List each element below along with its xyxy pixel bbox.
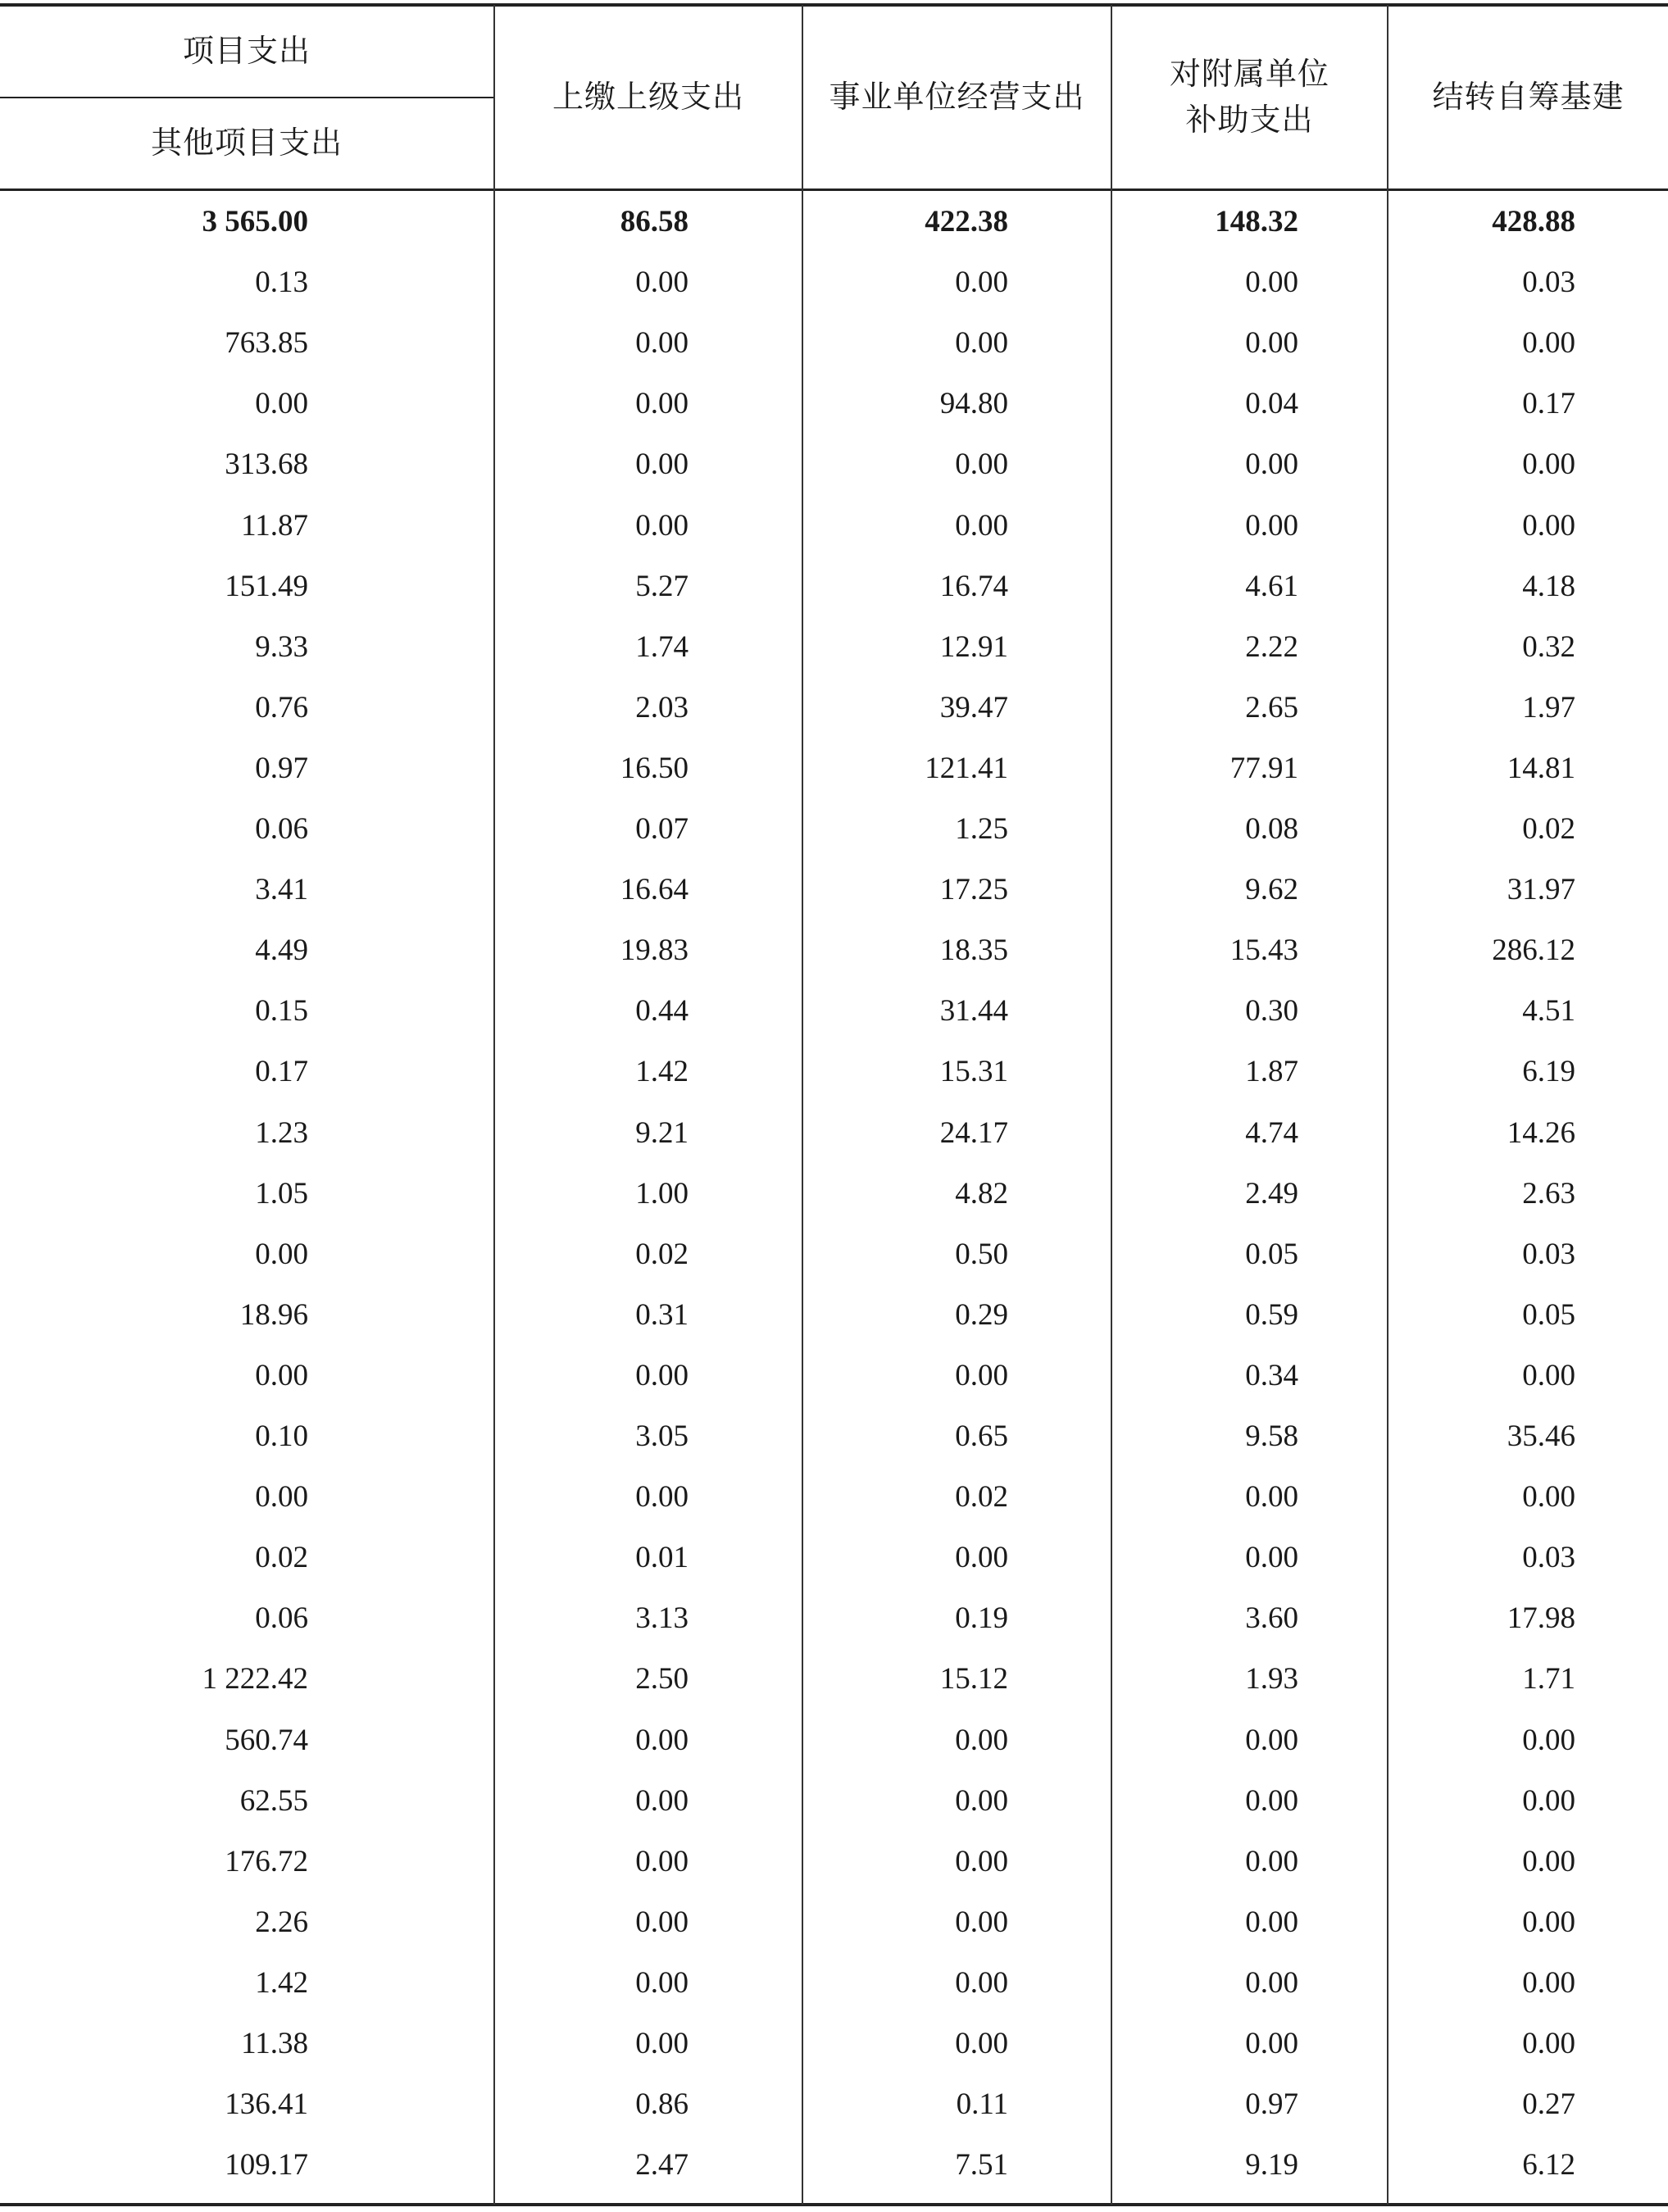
- table-cell: 121.41: [925, 751, 1008, 785]
- table-cell: 0.00: [955, 326, 1008, 361]
- table-cell: 151.49: [225, 569, 308, 603]
- table-row: [0, 1467, 1668, 1528]
- table-cell: 0.00: [1522, 1480, 1575, 1515]
- table-cell: 2.65: [1245, 690, 1298, 724]
- table-cell: 39.47: [939, 690, 1008, 724]
- table-cell: 14.81: [1507, 751, 1575, 785]
- table-cell: 0.00: [955, 1905, 1008, 1939]
- table-cell: 0.15: [255, 994, 308, 1029]
- table-cell: 0.00: [1522, 1723, 1575, 1757]
- table-cell: 0.00: [955, 1358, 1008, 1392]
- table-cell: 0.00: [955, 1965, 1008, 2000]
- header-business-operation-expenditure: 事业单位经营支出: [829, 80, 1085, 115]
- table-cell: 0.02: [955, 1480, 1008, 1515]
- table-row: [0, 1953, 1668, 2014]
- table-cell: 0.00: [1245, 508, 1298, 543]
- table-cell: 0.05: [1245, 1237, 1298, 1271]
- table-cell: 31.97: [1507, 873, 1575, 907]
- table-cell: 0.00: [1522, 1965, 1575, 2000]
- table-row: [0, 860, 1668, 920]
- table-cell: 16.50: [620, 751, 689, 785]
- table-row: [0, 1042, 1668, 1102]
- table-row: [0, 1346, 1668, 1406]
- table-cell: 0.03: [1522, 266, 1575, 300]
- table-cell: 18.35: [939, 933, 1008, 968]
- table-cell: 560.74: [225, 1723, 308, 1757]
- table-cell: 0.00: [1522, 326, 1575, 361]
- table-cell: 313.68: [225, 447, 308, 482]
- table-row: [0, 738, 1668, 799]
- header-remit-to-superior: 上缴上级支出: [552, 80, 744, 115]
- header-subsidy-line2: 补助支出: [1185, 103, 1314, 138]
- table-cell: 428.88: [1492, 205, 1575, 238]
- table-cell: 0.44: [635, 994, 689, 1029]
- table-cell: 14.26: [1507, 1115, 1575, 1150]
- table-cell: 24.17: [939, 1115, 1008, 1150]
- table-cell: 0.00: [955, 2027, 1008, 2060]
- table-cell: 0.08: [1245, 812, 1298, 846]
- table-cell: 763.85: [225, 326, 308, 361]
- table-cell: 0.00: [635, 1965, 689, 2000]
- table-row: [0, 252, 1668, 313]
- table-row: [0, 1164, 1668, 1224]
- table-cell: 2.49: [1245, 1176, 1298, 1210]
- table-cell: 0.97: [255, 751, 308, 785]
- table-cell: 0.19: [955, 1601, 1008, 1636]
- table-row: [0, 1224, 1668, 1285]
- table-cell: 1.71: [1522, 1662, 1575, 1696]
- table-cell: 0.00: [1245, 1541, 1298, 1575]
- table-cell: 1.25: [955, 812, 1008, 846]
- table-cell: 0.00: [1522, 1358, 1575, 1392]
- table-cell: 0.00: [255, 1237, 308, 1271]
- table-cell: 0.00: [635, 387, 689, 421]
- table-cell: 0.00: [635, 2027, 689, 2060]
- table-cell: 0.02: [635, 1237, 689, 1271]
- table-cell: 7.51: [955, 2148, 1008, 2182]
- table-cell: 1.87: [1245, 1055, 1298, 1089]
- table-cell: 0.13: [255, 266, 308, 300]
- table-cell: 0.00: [955, 1783, 1008, 1818]
- table-row: [0, 1406, 1668, 1467]
- table-row: [0, 1588, 1668, 1649]
- table-row: [0, 920, 1668, 981]
- table-cell: 9.62: [1245, 873, 1298, 907]
- table-cell: 5.27: [635, 569, 689, 603]
- table-cell: 1 222.42: [202, 1662, 308, 1696]
- table-cell: 0.00: [1245, 1480, 1298, 1515]
- table-cell: 17.25: [939, 873, 1008, 907]
- table-cell: 31.44: [939, 994, 1008, 1029]
- table-cell: 0.30: [1245, 994, 1298, 1029]
- table-cell: 0.11: [956, 2087, 1008, 2122]
- table-cell: 0.00: [1245, 326, 1298, 361]
- header-carryover-self-funded-construction: 结转自筹基建: [1432, 80, 1625, 115]
- table-row: [0, 2135, 1668, 2196]
- table-cell: 0.00: [255, 387, 308, 421]
- table-cell: 0.17: [255, 1055, 308, 1089]
- total-row: [0, 192, 1668, 252]
- table-cell: 2.50: [635, 1662, 689, 1696]
- table-cell: 9.33: [255, 629, 308, 664]
- table-cell: 0.00: [955, 447, 1008, 482]
- table-cell: 0.00: [955, 1844, 1008, 1878]
- table-cell: 1.42: [635, 1055, 689, 1089]
- table-cell: 0.00: [1522, 447, 1575, 482]
- table-cell: 15.31: [939, 1055, 1008, 1089]
- table-cell: 2.47: [635, 2148, 689, 2182]
- table-row: [0, 2074, 1668, 2135]
- table-cell: 19.83: [620, 933, 689, 968]
- table-cell: 0.00: [955, 1723, 1008, 1757]
- table-cell: 9.21: [635, 1115, 689, 1150]
- table-cell: 1.93: [1245, 1662, 1298, 1696]
- table-row: [0, 1771, 1668, 1832]
- table-cell: 0.97: [1245, 2087, 1298, 2122]
- table-row: [0, 799, 1668, 860]
- header-project-expenditure: 项目支出: [182, 34, 311, 69]
- table-row: [0, 617, 1668, 678]
- table-cell: 3.05: [635, 1419, 689, 1453]
- table-cell: 0.00: [1522, 508, 1575, 543]
- table-cell: 0.05: [1522, 1297, 1575, 1332]
- bottom-rule: [0, 2203, 1668, 2206]
- table-cell: 0.00: [1245, 1844, 1298, 1878]
- table-cell: 0.00: [635, 326, 689, 361]
- table-cell: 3 565.00: [202, 205, 308, 238]
- table-cell: 0.00: [1245, 447, 1298, 482]
- table-cell: 0.04: [1245, 387, 1298, 421]
- table-row: [0, 1528, 1668, 1588]
- table-cell: 1.97: [1522, 690, 1575, 724]
- table-row: [0, 1710, 1668, 1771]
- table-cell: 94.80: [939, 387, 1008, 421]
- table-cell: 16.64: [620, 873, 689, 907]
- table-cell: 0.00: [1245, 1723, 1298, 1757]
- table-cell: 4.18: [1522, 569, 1575, 603]
- table-cell: 2.22: [1245, 629, 1298, 664]
- table-cell: 2.03: [635, 690, 689, 724]
- table-cell: 0.02: [255, 1541, 308, 1575]
- table-cell: 0.03: [1522, 1237, 1575, 1271]
- table-cell: 422.38: [925, 205, 1008, 238]
- table-cell: 4.61: [1245, 569, 1298, 603]
- table-cell: 4.49: [255, 933, 308, 968]
- table-cell: 0.03: [1522, 1541, 1575, 1575]
- table-row: [0, 556, 1668, 617]
- table-cell: 15.12: [939, 1662, 1008, 1696]
- table-cell: 0.00: [635, 1723, 689, 1757]
- table-cell: 0.50: [955, 1237, 1008, 1271]
- table-row: [0, 496, 1668, 556]
- table-row: [0, 313, 1668, 374]
- table-cell: 1.05: [255, 1176, 308, 1210]
- table-cell: 62.55: [239, 1783, 308, 1818]
- table-cell: 16.74: [939, 569, 1008, 603]
- table-cell: 9.19: [1245, 2148, 1298, 2182]
- table-row: [0, 981, 1668, 1042]
- table-cell: 0.06: [255, 812, 308, 846]
- table-cell: 0.00: [1522, 2027, 1575, 2060]
- header-subsidy-line1: 对附属单位: [1169, 57, 1329, 92]
- table-cell: 0.10: [255, 1419, 308, 1453]
- table-cell: 0.00: [1245, 1783, 1298, 1818]
- table-cell: 0.00: [955, 1541, 1008, 1575]
- table-cell: 0.00: [635, 1783, 689, 1818]
- table-cell: 0.06: [255, 1601, 308, 1636]
- table-cell: 1.42: [255, 1965, 308, 2000]
- table-cell: 15.43: [1229, 933, 1298, 968]
- table-row: [0, 374, 1668, 434]
- table-cell: 176.72: [225, 1844, 308, 1878]
- table-cell: 0.29: [955, 1297, 1008, 1332]
- table-cell: 0.00: [1245, 1965, 1298, 2000]
- table-cell: 0.00: [635, 1480, 689, 1515]
- table-cell: 0.07: [635, 812, 689, 846]
- table-cell: 109.17: [225, 2148, 308, 2182]
- table-cell: 0.00: [635, 508, 689, 543]
- table-cell: 0.00: [955, 508, 1008, 543]
- table-cell: 0.34: [1245, 1358, 1298, 1392]
- table-cell: 1.23: [255, 1115, 308, 1150]
- table-cell: 17.98: [1507, 1601, 1575, 1636]
- table-cell: 6.12: [1522, 2148, 1575, 2182]
- table-row: [0, 1892, 1668, 1953]
- table-cell: 35.46: [1507, 1419, 1575, 1453]
- table-cell: 86.58: [620, 205, 689, 238]
- table-cell: 0.86: [635, 2087, 689, 2122]
- table-cell: 1.00: [635, 1176, 689, 1210]
- table-cell: 3.13: [635, 1601, 689, 1636]
- table-cell: 0.00: [1245, 266, 1298, 300]
- table-cell: 3.41: [255, 873, 308, 907]
- table-cell: 9.58: [1245, 1419, 1298, 1453]
- table-cell: 18.96: [239, 1297, 308, 1332]
- table-row: [0, 434, 1668, 495]
- table-cell: 12.91: [939, 629, 1008, 664]
- table-cell: 0.27: [1522, 2087, 1575, 2122]
- table-cell: 11.87: [241, 508, 308, 543]
- header-other-project-expenditure: 其他项目支出: [150, 126, 343, 161]
- table-cell: 0.65: [955, 1419, 1008, 1453]
- table-cell: 0.01: [635, 1541, 689, 1575]
- table-cell: 4.82: [955, 1176, 1008, 1210]
- table-cell: 3.60: [1245, 1601, 1298, 1636]
- table-cell: 0.00: [1522, 1905, 1575, 1939]
- table-cell: 0.00: [1522, 1783, 1575, 1818]
- header-subsidy-to-affiliates: [1112, 7, 1387, 188]
- table-cell: 77.91: [1229, 751, 1298, 785]
- table-cell: 11.38: [241, 2027, 308, 2060]
- table-row: [0, 1103, 1668, 1164]
- table-cell: 0.17: [1522, 387, 1575, 421]
- table-row: [0, 2014, 1668, 2074]
- table-cell: 2.26: [255, 1905, 308, 1939]
- table-row: [0, 1649, 1668, 1710]
- table-cell: 0.00: [255, 1358, 308, 1392]
- table-cell: 0.76: [255, 690, 308, 724]
- table-cell: 0.00: [255, 1480, 308, 1515]
- table-cell: 0.02: [1522, 812, 1575, 846]
- table-cell: 1.74: [635, 629, 689, 664]
- table-cell: 148.32: [1215, 205, 1298, 238]
- table-cell: 0.32: [1522, 629, 1575, 664]
- table-cell: 286.12: [1492, 933, 1575, 968]
- table-cell: 0.00: [635, 266, 689, 300]
- table-cell: 0.00: [955, 266, 1008, 300]
- table-cell: 136.41: [225, 2087, 308, 2122]
- header-rule: [0, 188, 1668, 191]
- table-cell: 4.74: [1245, 1115, 1298, 1150]
- table-row: [0, 1285, 1668, 1346]
- table-row: [0, 678, 1668, 738]
- table-cell: 0.00: [635, 1358, 689, 1392]
- table-cell: 6.19: [1522, 1055, 1575, 1089]
- table-cell: 0.00: [1522, 1844, 1575, 1878]
- table-cell: 4.51: [1522, 994, 1575, 1029]
- table-cell: 0.00: [1245, 2027, 1298, 2060]
- table-cell: 0.00: [635, 1844, 689, 1878]
- table-cell: 0.31: [635, 1297, 689, 1332]
- table-cell: 0.59: [1245, 1297, 1298, 1332]
- table-row: [0, 1832, 1668, 1892]
- table-cell: 0.00: [635, 447, 689, 482]
- table-cell: 0.00: [1245, 1905, 1298, 1939]
- table-cell: 2.63: [1522, 1176, 1575, 1210]
- table-cell: 0.00: [635, 1905, 689, 1939]
